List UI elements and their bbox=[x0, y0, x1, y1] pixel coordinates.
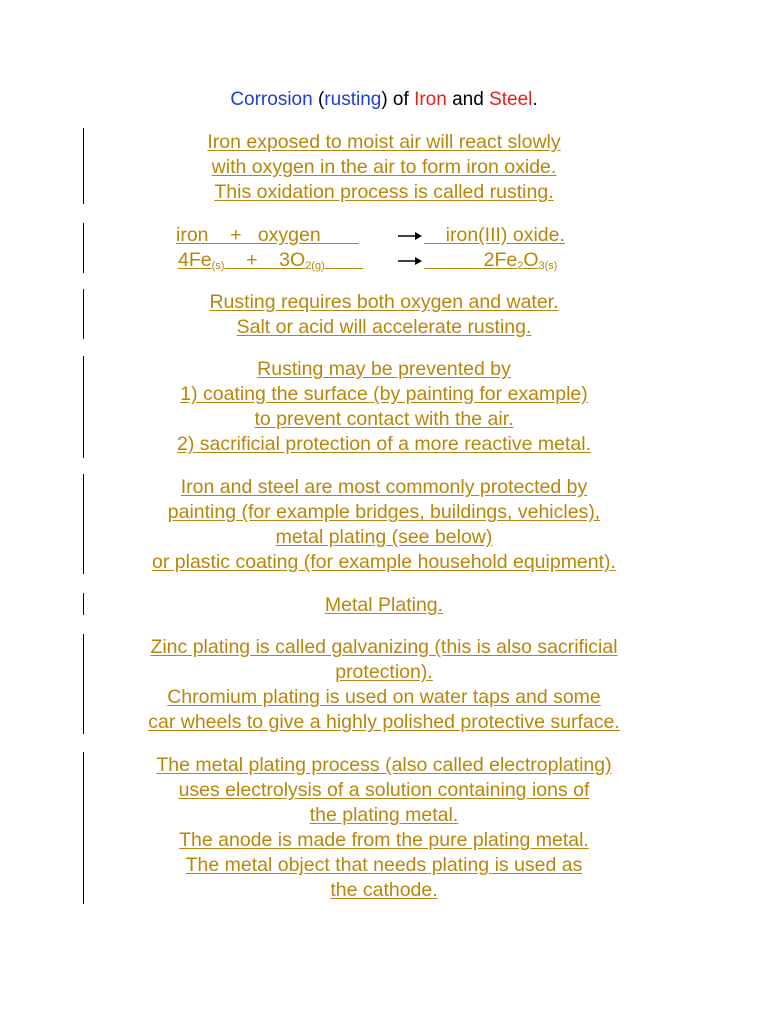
title-word-steel: Steel bbox=[489, 89, 533, 110]
text-line: Zinc plating is called galvanizing (this is also sacrificial bbox=[150, 636, 618, 658]
text-line: car wheels to give a highly polished protective surface. bbox=[148, 711, 620, 733]
text-line: with oxygen in the air to form iron oxide. bbox=[211, 156, 557, 178]
text-line: the cathode. bbox=[330, 879, 438, 901]
text-line: The metal object that needs plating is used as bbox=[185, 854, 583, 876]
title-period: . bbox=[532, 89, 538, 110]
paragraph-rusting-requirements bbox=[0, 290, 768, 340]
text-line: The anode is made from the pure plating metal. bbox=[179, 829, 589, 851]
text-line: 2) sacrificial protection of a more reactive metal. bbox=[177, 433, 591, 455]
rusting-equation bbox=[0, 223, 768, 275]
title-paren-close: ) of bbox=[381, 89, 415, 110]
text-line: metal plating (see below) bbox=[275, 526, 493, 548]
text-line: the plating metal. bbox=[309, 804, 459, 826]
text-line: protection). bbox=[335, 661, 433, 683]
text-line: Iron and steel are most commonly protected by bbox=[180, 476, 588, 498]
text-line: to prevent contact with the air. bbox=[254, 408, 514, 430]
paragraph-protection-methods bbox=[0, 475, 768, 575]
text-line: This oxidation process is called rusting. bbox=[214, 181, 554, 203]
text-line: Salt or acid will accelerate rusting. bbox=[236, 316, 532, 338]
text-line: or plastic coating (for example household equipment). bbox=[152, 551, 616, 573]
reaction-arrow-icon bbox=[398, 255, 422, 267]
word-equation-lhs: iron + oxygen bbox=[176, 224, 359, 246]
title-word-rusting: rusting bbox=[324, 89, 382, 110]
text-line: Iron exposed to moist air will react slowly bbox=[207, 131, 561, 153]
title-word-corrosion: Corrosion bbox=[230, 89, 313, 110]
paragraph-plating-types bbox=[0, 635, 768, 735]
title-word-iron: Iron bbox=[414, 89, 447, 110]
title-paren-open: ( bbox=[312, 89, 325, 110]
symbol-equation-rhs: $2Fe_2O_{3(s)}$ bbox=[424, 249, 558, 272]
paragraph-electroplating-process bbox=[0, 753, 768, 903]
paragraph-rust-prevention bbox=[0, 357, 768, 457]
text-line: The metal plating process (also called electroplating) bbox=[156, 754, 612, 776]
text-line: painting (for example bridges, buildings, vehicles), bbox=[167, 501, 601, 523]
text-line: Rusting requires both oxygen and water. bbox=[209, 291, 559, 313]
text-line: Chromium plating is used on water taps and some bbox=[167, 686, 601, 708]
paragraph-rusting-intro bbox=[0, 130, 768, 205]
reaction-arrow-icon bbox=[398, 230, 422, 242]
section-heading-metal-plating bbox=[0, 593, 768, 618]
symbol-equation-lhs: $4Fe_{(s)}$ + $3O_{2(g)}$ bbox=[178, 249, 325, 272]
title-and: and bbox=[446, 89, 490, 110]
page-title bbox=[0, 88, 768, 112]
word-equation-rhs: iron(III) oxide. bbox=[424, 224, 565, 246]
text-line: uses electrolysis of a solution containing ions of bbox=[178, 779, 590, 801]
text-line: 1) coating the surface (by painting for example) bbox=[180, 383, 588, 405]
text-line: Rusting may be prevented by bbox=[257, 358, 511, 380]
text-line: Metal Plating. bbox=[324, 594, 444, 616]
